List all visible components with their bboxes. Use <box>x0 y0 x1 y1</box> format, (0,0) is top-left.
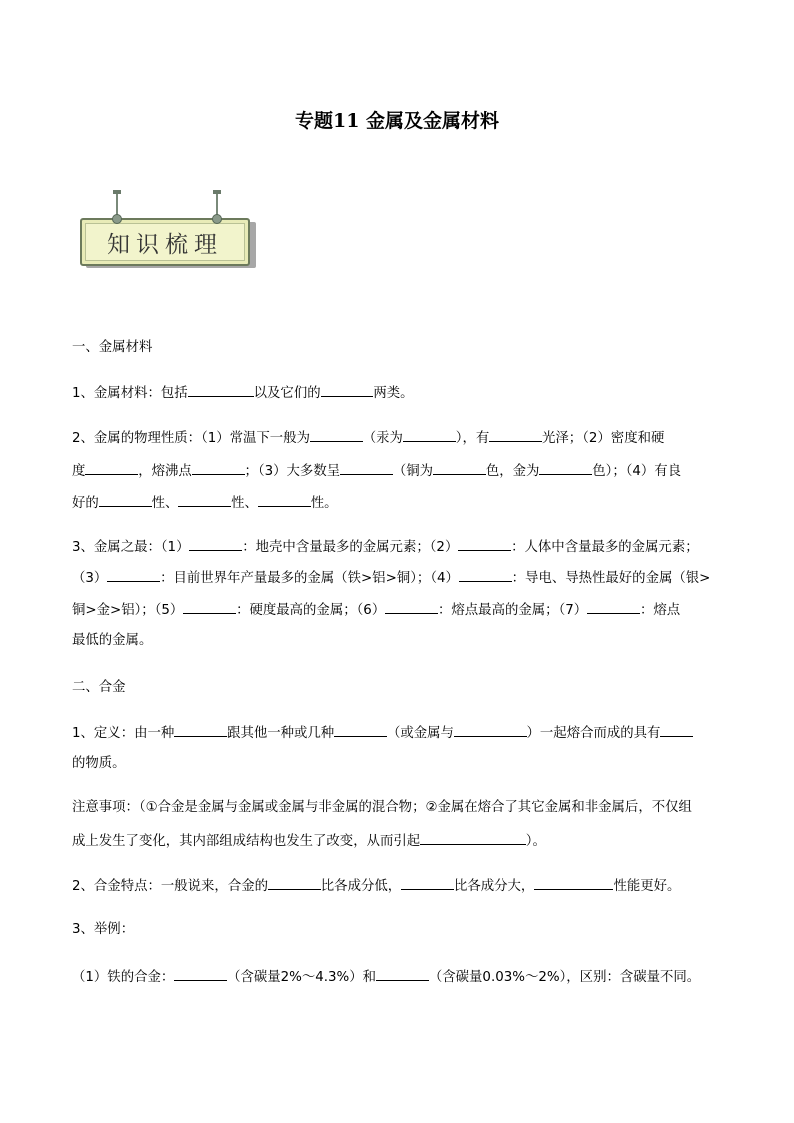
metal-records-line-4: 最低的金属。 <box>72 633 153 648</box>
fill-in-blank <box>660 723 693 737</box>
fill-in-blank <box>587 600 640 614</box>
physical-properties-line-1: 2、金属的物理性质：（1）常温下一般为 （汞为 ），有 光泽；（2）密度和硬 <box>72 428 732 448</box>
physical-properties-line-3: 好的 性、 性、 性。 <box>72 493 732 513</box>
alloy-definition-line-2: 的物质。 <box>72 756 126 771</box>
fill-in-blank <box>258 493 311 507</box>
bolt-icon <box>212 214 222 224</box>
fill-in-blank <box>107 568 160 582</box>
alloy-features: 2、合金特点：一般说来，合金的 比各成分低， 比各成分大， 性能更好。 <box>72 876 732 896</box>
fill-in-blank <box>385 600 438 614</box>
fill-in-blank <box>192 461 245 475</box>
fill-in-blank <box>189 537 242 551</box>
fill-in-blank <box>539 461 592 475</box>
alloy-definition-line-1: 1、定义：由一种 跟其他一种或几种 （或金属与 ）一起熔合而成的具有 <box>72 723 732 743</box>
fill-in-blank <box>334 723 387 737</box>
metal-records-line-1: 3、金属之最：（1） ：地壳中含量最多的金属元素；（2） ：人体中含量最多的金属元素； <box>72 537 732 557</box>
metal-records-line-3: 铜>金>铝）；（5） ：硬度最高的金属；（6） ：熔点最高的金属；（7） ：熔点 <box>72 600 732 620</box>
hanger-post-right <box>216 194 218 216</box>
fill-in-blank <box>459 568 512 582</box>
examples-heading: 3、举例： <box>72 922 135 937</box>
metal-records-line-2: （3） ：目前世界年产量最多的金属（铁>铝>铜）；（4） ：导电、导热性最好的金属（银> <box>72 568 732 588</box>
page-title: 专题11 金属及金属材料 <box>294 110 500 132</box>
physical-properties-line-2: 度 ，熔沸点 ；（3）大多数呈 （铜为 色，金为 色）；（4）有良 <box>72 461 732 481</box>
iron-alloys: （1）铁的合金： （含碳量2%～4.3%）和 （含碳量0.03%～2%），区别：含碳量不同。 <box>72 967 732 987</box>
fill-in-blank <box>454 723 527 737</box>
fill-in-blank <box>85 461 138 475</box>
fill-in-blank <box>183 600 236 614</box>
fill-in-blank <box>340 461 393 475</box>
fill-in-blank <box>174 967 227 981</box>
fill-in-blank <box>489 428 542 442</box>
fill-in-blank <box>268 876 321 890</box>
fill-in-blank <box>433 461 486 475</box>
fill-in-blank <box>321 383 374 397</box>
metal-materials-definition: 1、金属材料：包括 以及它们的 两类。 <box>72 383 732 403</box>
fill-in-blank <box>458 537 511 551</box>
badge-label: 知识梳理 <box>107 231 223 258</box>
fill-in-blank <box>403 428 456 442</box>
section-badge <box>78 190 258 272</box>
fill-in-blank <box>534 876 613 890</box>
badge-board <box>80 218 250 266</box>
heading-metal-materials: 一、金属材料 <box>72 340 153 355</box>
fill-in-blank <box>99 493 152 507</box>
fill-in-blank <box>178 493 231 507</box>
fill-in-blank <box>188 383 254 397</box>
bolt-icon <box>112 214 122 224</box>
fill-in-blank <box>401 876 454 890</box>
fill-in-blank <box>376 967 429 981</box>
hanger-post-left <box>116 194 118 216</box>
notes-line-2: 成上发生了变化，其内部组成结构也发生了改变，从而引起 ）。 <box>72 831 732 851</box>
fill-in-blank <box>174 723 227 737</box>
fill-in-blank <box>310 428 363 442</box>
fill-in-blank <box>420 831 526 845</box>
notes-line-1: 注意事项：（①合金是金属与金属或金属与非金属的混合物；②金属在熔合了其它金属和非金属后，不仅组 <box>72 800 692 815</box>
heading-alloys: 二、合金 <box>72 680 126 695</box>
